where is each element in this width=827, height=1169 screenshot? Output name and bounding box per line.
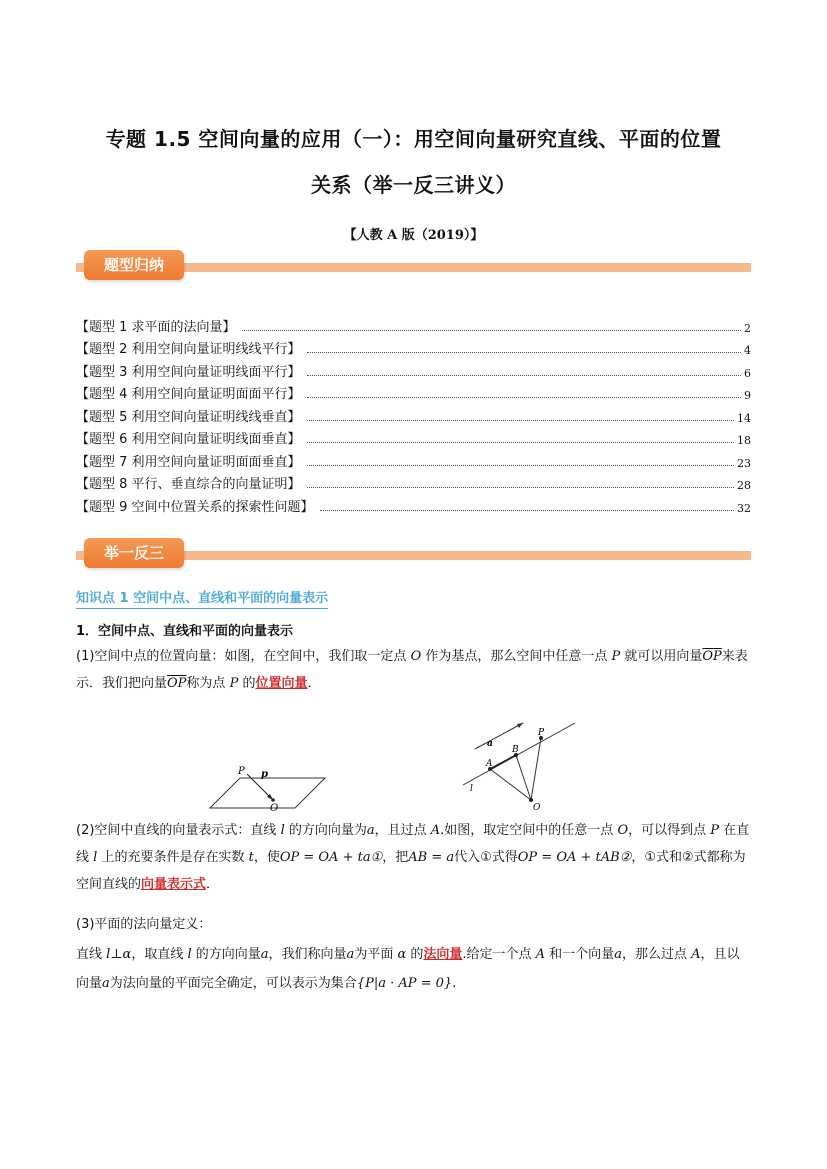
text: .如图，取定空间中的任意一点 bbox=[440, 823, 618, 838]
math-var: P bbox=[611, 649, 621, 664]
highlight-term: 向量表示式 bbox=[141, 877, 207, 892]
text: .给定一个点 bbox=[462, 947, 536, 962]
text: ，我们称向量 bbox=[268, 947, 347, 962]
toc-item[interactable] bbox=[76, 402, 751, 425]
toc-page-number: 14 bbox=[737, 411, 751, 425]
toc-item[interactable] bbox=[76, 312, 751, 335]
vector-a: a bbox=[102, 976, 110, 991]
math-var: O bbox=[617, 823, 629, 838]
figure-label: P bbox=[238, 766, 245, 777]
toc-item[interactable] bbox=[76, 425, 751, 448]
text: (2)空间中直线的向量表示式：直线 bbox=[76, 823, 281, 838]
text: ． bbox=[206, 877, 220, 892]
math-expr: l⊥α bbox=[106, 947, 132, 962]
toc-item[interactable] bbox=[76, 380, 751, 403]
toc-leader bbox=[307, 419, 734, 421]
figure-line-vector bbox=[453, 715, 583, 815]
text: ，①式和②式都称为空间直线的 bbox=[76, 850, 746, 892]
figure-label: P bbox=[538, 728, 545, 738]
text: ． bbox=[307, 676, 321, 691]
text: 直线 bbox=[76, 947, 107, 962]
figure-label: a bbox=[487, 739, 493, 749]
toc-item-label: 【题型 6 利用空间向量证明线面垂直】 bbox=[76, 432, 301, 447]
text: . bbox=[452, 976, 457, 991]
section-tag: 举一反三 bbox=[84, 538, 184, 568]
text: 的方向向量为 bbox=[284, 823, 367, 838]
text: 的 bbox=[406, 947, 424, 962]
math-var: l bbox=[93, 850, 98, 865]
section-header-examples bbox=[76, 538, 751, 572]
figure-label: l bbox=[470, 784, 473, 794]
math-var: α bbox=[397, 947, 407, 962]
math-var: l bbox=[280, 823, 285, 838]
toc-item[interactable] bbox=[76, 357, 751, 380]
paragraph-position-vector bbox=[76, 643, 752, 697]
toc-item[interactable] bbox=[76, 492, 751, 515]
page-title-line2: 关系（举一反三讲义） bbox=[311, 173, 516, 197]
figure-label: A bbox=[486, 759, 493, 769]
toc-page-number: 28 bbox=[737, 479, 751, 492]
text: 上的充要条件是存在实数 bbox=[97, 850, 249, 865]
toc-item-label: 【题型 9 空间中位置关系的探索性问题】 bbox=[76, 499, 314, 515]
toc-page-number: 4 bbox=[744, 344, 751, 357]
section-header-question-types bbox=[76, 250, 751, 284]
text: ，使 bbox=[253, 850, 280, 865]
equation-2: OP = OA + tAB② bbox=[517, 850, 632, 865]
toc-page-number: 23 bbox=[737, 456, 751, 470]
math-var: A bbox=[691, 947, 701, 962]
edition-label: 【人教 A 版（2019）】 bbox=[343, 228, 484, 243]
text: ，那么过点 bbox=[621, 947, 692, 962]
highlight-term: 位置向量 bbox=[255, 676, 308, 691]
section-tag: 题型归纳 bbox=[84, 250, 184, 280]
toc-item[interactable] bbox=[76, 447, 751, 470]
vector-op: $\overline{OP}$ bbox=[167, 676, 187, 691]
toc-leader bbox=[307, 396, 741, 398]
paragraph-normal-vector bbox=[76, 940, 752, 998]
equation-ab: AB = a bbox=[408, 850, 455, 865]
math-var: A bbox=[535, 947, 546, 962]
text: 作为基点，那么空间中任意一点 bbox=[421, 649, 612, 664]
text: ，把 bbox=[382, 850, 409, 865]
toc-item-label: 【题型 1 求平面的法向量】 bbox=[76, 319, 236, 335]
vector-a: a bbox=[614, 947, 622, 962]
math-var: P bbox=[229, 676, 239, 691]
paragraph-normal-vector-heading: (3)平面的法向量定义： bbox=[76, 917, 212, 932]
vector-a: a bbox=[346, 947, 355, 962]
toc-item-label: 【题型 3 利用空间向量证明线面平行】 bbox=[76, 364, 301, 380]
toc-leader bbox=[307, 351, 741, 353]
math-var: O bbox=[410, 649, 422, 664]
set-expression: {P|a · AP = 0} bbox=[356, 976, 453, 991]
toc-leader bbox=[307, 441, 734, 443]
text: 代入①式得 bbox=[454, 850, 518, 865]
toc-item-label: 【题型 7 利用空间向量证明面面垂直】 bbox=[76, 454, 301, 470]
toc-page-number: 18 bbox=[737, 434, 751, 447]
text: ，可以得到点 bbox=[628, 823, 711, 838]
toc-item-label: 【题型 4 利用空间向量证明面面平行】 bbox=[76, 387, 301, 402]
page-title-line1: 专题 1.5 空间向量的应用（一）：用空间向量研究直线、平面的位置 bbox=[105, 127, 722, 151]
toc-item-label: 【题型 2 利用空间向量证明线线平行】 bbox=[76, 342, 301, 357]
figure-label: B bbox=[512, 745, 519, 755]
math-var: A bbox=[430, 823, 441, 838]
toc-page-number: 6 bbox=[744, 366, 751, 380]
text: ，且过点 bbox=[374, 823, 431, 838]
text: (1)空间中点的位置向量：如图，在空间中，我们取一定点 bbox=[76, 649, 411, 664]
toc-item[interactable] bbox=[76, 335, 751, 358]
text: 就可以用向量 bbox=[620, 649, 703, 664]
toc-item-label: 【题型 8 平行、垂直综合的向量证明】 bbox=[76, 477, 301, 492]
toc-leader bbox=[307, 374, 741, 376]
toc-item-label: 【题型 5 利用空间向量证明线线垂直】 bbox=[76, 409, 301, 425]
math-var: t bbox=[248, 850, 254, 865]
section-heading: 1．空间中点、直线和平面的向量表示 bbox=[76, 624, 294, 639]
toc-leader bbox=[242, 329, 741, 331]
toc-page-number: 32 bbox=[737, 501, 751, 515]
text: 和一个向量 bbox=[545, 947, 615, 962]
text: 为法向量的平面完全确定，可以表示为集合 bbox=[109, 976, 357, 991]
text: ，取直线 bbox=[131, 947, 188, 962]
figure-label: O bbox=[270, 803, 279, 814]
knowledge-point-title: 知识点 1 空间中点、直线和平面的向量表示 bbox=[76, 590, 328, 609]
figure-plane-point bbox=[205, 760, 335, 820]
vector-a: a bbox=[366, 823, 375, 838]
paragraph-line-vector bbox=[76, 817, 752, 898]
math-var: l bbox=[187, 947, 192, 962]
vector-op: $\overline{OP}$ bbox=[702, 649, 722, 664]
text: 来表示．我们把向量 bbox=[76, 649, 748, 691]
toc-page-number: 2 bbox=[744, 321, 751, 335]
toc-leader bbox=[307, 464, 734, 466]
text: 在直线 bbox=[76, 823, 750, 865]
math-var: P bbox=[710, 823, 719, 838]
figure-label: O bbox=[533, 803, 541, 813]
toc-leader bbox=[320, 509, 734, 511]
text: 称为点 bbox=[186, 676, 230, 691]
vector-a: a bbox=[260, 947, 269, 962]
text: ，且以向量 bbox=[76, 947, 740, 991]
highlight-term: 法向量 bbox=[423, 947, 463, 962]
equation-1: OP = OA + ta① bbox=[279, 850, 383, 865]
toc-leader bbox=[307, 486, 734, 488]
toc-page-number: 9 bbox=[744, 389, 751, 402]
figure-label: p bbox=[261, 769, 268, 780]
text: 的方向向量 bbox=[191, 947, 261, 962]
toc-item[interactable] bbox=[76, 470, 751, 493]
text: 为平面 bbox=[354, 947, 398, 962]
text: 的 bbox=[238, 676, 256, 691]
table-of-contents bbox=[76, 312, 751, 515]
